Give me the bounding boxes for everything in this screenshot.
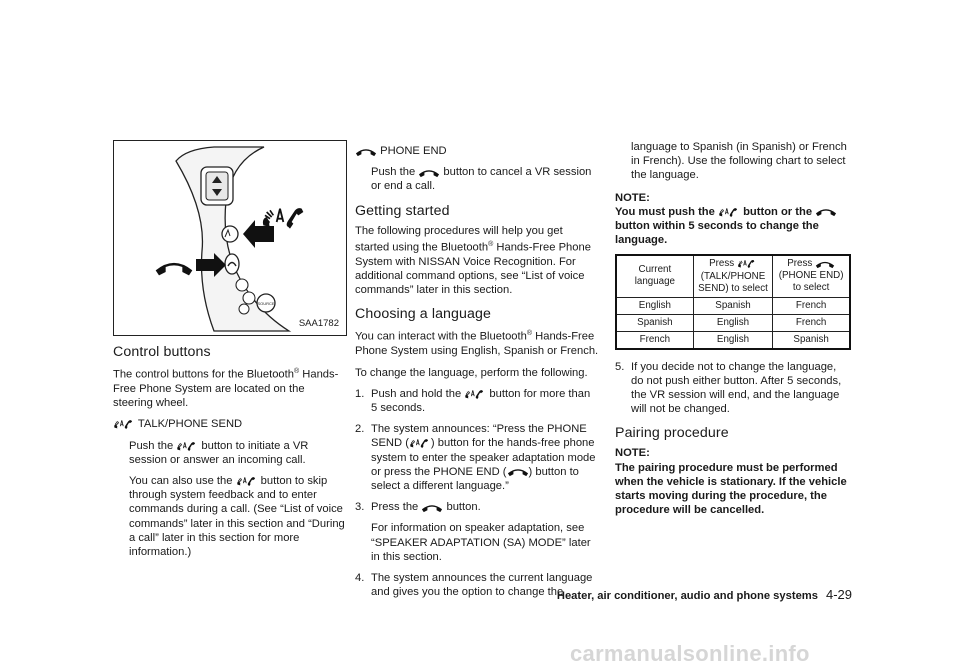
table-cell: French: [773, 297, 850, 314]
step-4-continued: language to Spanish (in Spanish) or French in French). Use the following chart to select the language.: [631, 141, 847, 182]
table-header-row: [616, 255, 850, 297]
header-press-talk: Press (TALK/PHONE SEND) to select: [693, 255, 773, 297]
figure-label: SAA1782: [298, 317, 339, 329]
table-cell: French: [773, 314, 850, 331]
phone-end-icon: [355, 146, 377, 157]
talk-phone-send-icon: [113, 418, 135, 430]
step-1: 1. Push and hold the button for more than 5 seconds.: [355, 387, 591, 414]
paragraph-control-intro: The control buttons for the Bluetooth® Hands-Free Phone System are located on the steering wheel.: [113, 368, 339, 410]
steering-wheel-figure: [113, 140, 347, 336]
note-2-heading: NOTE:: [615, 447, 650, 460]
table-cell: French: [616, 331, 693, 349]
phone-end-icon: [418, 167, 440, 178]
heading-control-buttons: Control buttons: [113, 344, 211, 360]
heading-getting-started: Getting started: [355, 202, 450, 219]
steering-wheel-controls-illustration: [114, 141, 346, 335]
heading-pairing-procedure: Pairing procedure: [615, 425, 729, 442]
phone-end-icon: [507, 466, 529, 477]
paragraph-getting-started: The following procedures will help you get started using the Bluetooth® Hands-Free Phone System with NISSAN Voice Recognition. For additional command options, see “List of voice commands” later in this section.: [355, 224, 591, 297]
column-right: [615, 140, 851, 524]
page-footer: [557, 587, 852, 602]
paragraph-speaker-adaptation: For information on speaker adaptation, see “SPEAKER ADAPTATION (SA) MODE” later in this section.: [371, 522, 591, 563]
paragraph-change-language: To change the language, perform the following.: [355, 366, 588, 379]
talk-phone-send-icon: [236, 475, 258, 487]
language-table: [615, 254, 851, 349]
paragraph-phone-end: Push the button to cancel a VR session or end a call.: [371, 166, 592, 193]
header-press-end: Press (PHONE END) to select: [773, 255, 850, 297]
phone-end-icon: [815, 259, 835, 269]
phone-end-icon: [421, 502, 443, 513]
table-cell: English: [616, 297, 693, 314]
phone-end-icon: [815, 206, 837, 217]
svg-text:SOURCE: SOURCE: [257, 301, 275, 306]
table-cell: English: [693, 331, 773, 349]
paragraph-talk-send-1: Push the button to initiate a VR session or answer an incoming call.: [129, 439, 309, 466]
note-1-heading: NOTE:: [615, 191, 650, 204]
note-2-text: The pairing procedure must be performed when the vehicle is stationary. If the vehicle starts moving during the procedure, the procedure will be cancelled.: [615, 461, 847, 517]
watermark: carmanualsonline.info: [570, 641, 810, 666]
talk-phone-send-title: TALK/PHONE SEND: [113, 417, 347, 431]
paragraph-language: You can interact with the Bluetooth® Hands-Free Phone System using English, Spanish or French.: [355, 330, 599, 358]
talk-phone-send-icon: [409, 437, 431, 449]
column-middle: [355, 140, 599, 606]
table-cell: Spanish: [773, 331, 850, 349]
table-row: [616, 297, 850, 314]
table-cell: Spanish: [693, 297, 773, 314]
page-number: 4-29: [825, 587, 852, 602]
talk-phone-send-icon: [718, 206, 740, 218]
column-left: [113, 140, 347, 566]
table-row: [616, 331, 850, 349]
step-4: 4. The system announces the current language and gives you the option to change the: [355, 571, 593, 599]
note-1-text: You must push the button or the button within 5 seconds to change the language.: [615, 205, 851, 248]
step-5: 5. If you decide not to change the language, do not push either button. After 5 seconds, the VR session will end, and the language will not be changed.: [615, 360, 842, 416]
table-row: [616, 314, 850, 331]
table-cell: Spanish: [616, 314, 693, 331]
talk-phone-send-icon: [464, 388, 486, 400]
header-current-language: Current language: [616, 255, 693, 297]
step-2: 2. The system announces: “Press the PHONE SEND ( ) button for the hands-free phone system to enter the speaker adaptation mode or press the PHONE END ( ) button to select a different language.”: [355, 423, 596, 492]
talk-phone-send-icon: [737, 258, 757, 269]
paragraph-talk-send-2: You can also use the button to skip through system feedback and to enter commands during a call. (See “List of voice commands” later in this section and “During a call” later in this section for more information.): [129, 474, 345, 558]
step-3: 3. Press the button.: [355, 501, 481, 514]
talk-phone-send-icon: [176, 440, 198, 452]
phone-end-title: PHONE END: [355, 144, 599, 158]
footer-section-title: Heater, air conditioner, audio and phone systems: [556, 590, 818, 602]
heading-choosing-language: Choosing a language: [355, 306, 492, 323]
table-cell: English: [693, 314, 773, 331]
